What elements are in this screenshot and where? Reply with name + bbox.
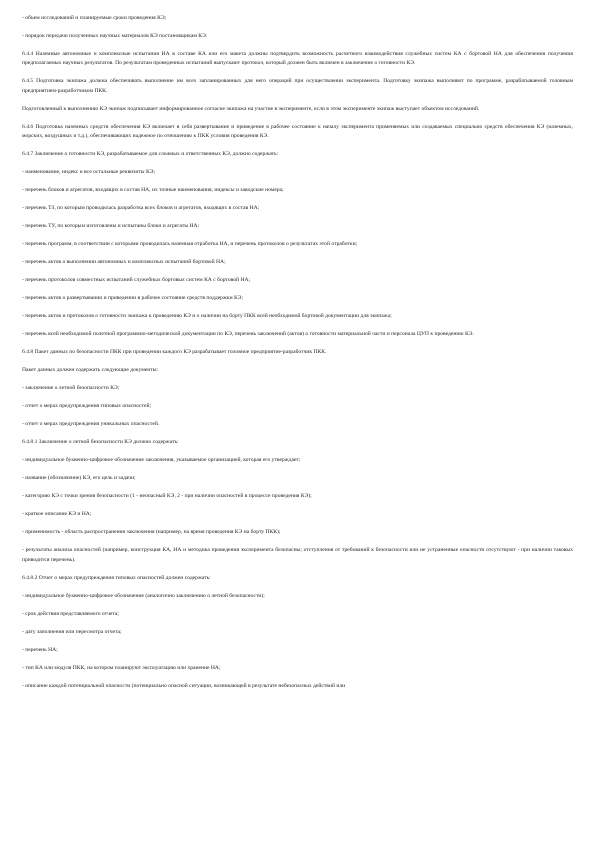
paragraph: - перечень протоколов совместных испытаний служебных бортовых систем КА с бортовой НА; (22, 277, 251, 284)
paragraph: 6.4.4 Наземные автономные и комплексные испытания НА в составе КА или его макета должны подтвердить возможность расчетного взаимодействия служебных систем КА с бортовой НА для обеспечения получения предполагаемых научных результатов. По результатам проведенных испытаний выпускают протокол, который должен быть включен в заключение о готовности КЭ. (22, 51, 573, 67)
paragraph: - заключение о летной безопасности КЭ; (22, 385, 120, 392)
paragraph: - перечень актов о выполнении автономных и комплексных испытаний бортовой НА; (22, 259, 226, 266)
paragraph: - перечень ТУ, по которым изготовлены и испытаны блоки и агрегаты НА; (22, 223, 200, 230)
paragraph: - дату заполнения или пересмотра отчета; (22, 628, 122, 635)
paragraph: - индивидуальное буквенно-цифровое обозначение заключения, указываемое организацией, которая его утверждает; (22, 457, 301, 464)
paragraph: - отчет о мерах предупреждения уникальных опасностей. (22, 421, 160, 428)
paragraph: - объем исследований и планируемые сроки проведения КЭ; (22, 15, 167, 21)
paragraph: - перечень всей необходимой полетной программно-методической документации по КЭ, перечень заключений (актов) о готовности материальной части и персонала ЦУП к проведению КЭ. (22, 331, 474, 338)
paragraph: - срок действия представляемого отчета; (22, 610, 119, 617)
paragraph: 6.4.7 Заключение о готовности КЭ, разрабатываемое для сложных и ответственных КЭ, должно содержать: (22, 151, 279, 158)
paragraph: Подготовленный к выполнению КЭ экипаж подписывает информированное согласие экипажа на участие в эксперименте, если в этом эксперименте экипаж выступает объектом исследований. (22, 105, 480, 112)
paragraph: - описание каждой потенциальной опасности (потенциально опасной ситуации, возникающей в результате небезопасных действий или (22, 682, 346, 689)
paragraph: - порядок передачи полученных научных материалов КЭ постановщикам КЭ. (22, 33, 208, 39)
paragraph: 6.4.5 Подготовка экипажа должна обеспечивать выполнение им всех запланированных для него операций при осуществлении эксперимента. Подготовку экипажа выполняют по программе, разрабатываемой головным предприятием-разработчиком ПКК. (22, 78, 573, 94)
paragraph: - наименование, индекс и все остальные реквизиты КЭ; (22, 169, 155, 176)
paragraph: 6.4.6 Подготовка наземных средств обеспечения КЭ включает в себя развертывание и приведение в рабочее состояние к началу эксперимента применяемых или создаваемых специально средств обеспечения КЭ (наземных, морских, воздушных и т.д.), обеспечивающих надежное по отношению к ПКК условия проведения КЭ. (22, 123, 573, 140)
paragraph: - перечень ТЗ, по которым проводилась разработка всех блоков и агрегатов, входящих в состав НА; (22, 205, 260, 212)
paragraph: 6.4.8.1 Заключение о летной безопасности КЭ должно содержать: (22, 439, 179, 446)
paragraph: Пакет данных должен содержать следующие документы: (22, 367, 159, 374)
paragraph: - тип КА или модуля ПКК, на котором планируют эксплуатацию или хранение НА; (22, 664, 221, 671)
paragraph: - перечень актов о развертывании и приведении в рабочее состояние средств поддержки КЭ; (22, 295, 244, 302)
paragraph: - перечень НА; (22, 646, 58, 653)
paragraph: - название (обозначение) КЭ, его цель и задачи; (22, 475, 136, 482)
paragraph: - перечень программ, в соответствии с которыми проводилась наземная отработка НА, и перечень протоколов о результатах этой отработки; (22, 241, 358, 248)
paragraph: 6.4.8 Пакет данных по безопасности ПКК при проведении каждого КЭ разрабатывает головное предприятие-разработчик ПКК. (22, 349, 327, 356)
paragraph: - перечень блоков и агрегатов, входящих в состав НА, их точные наименования, индексы и заводские номера; (22, 187, 284, 194)
paragraph: - применимость - область распространения заключения (например, на время проведения КЭ на борту ПКК); (22, 529, 281, 536)
paragraph: - отчет о мерах предупреждения типовых опасностей; (22, 403, 151, 410)
paragraph: - индивидуальное буквенно-цифровое обозначение (аналогично заключению о летной безопасности); (22, 592, 265, 599)
paragraph: 6.4.8.2 Отчет о мерах предупреждения типовых опасностей должен содержать: (22, 574, 211, 581)
document-body (22, 14, 573, 700)
paragraph: - результаты анализа опасностей (например, конструкция КА, НА и методика проведения эксперимента безопасны; отступления от требований к безопасности или не устраненные опасности отсутствуют - при наличии таковых приводится перечень). (22, 547, 573, 563)
paragraph: - краткое описание КЭ и НА; (22, 511, 92, 518)
paragraph: - категорию КЭ с точки зрения безопасности (1 - неопасный КЭ, 2 - при наличии опасностей в процессе проведения КЭ); (22, 493, 312, 500)
paragraph: - перечень актов и протоколов о готовности экипажа к проведению КЭ и о наличии на борту ПКК всей необходимой бортовой документации для экипажа; (22, 313, 392, 320)
